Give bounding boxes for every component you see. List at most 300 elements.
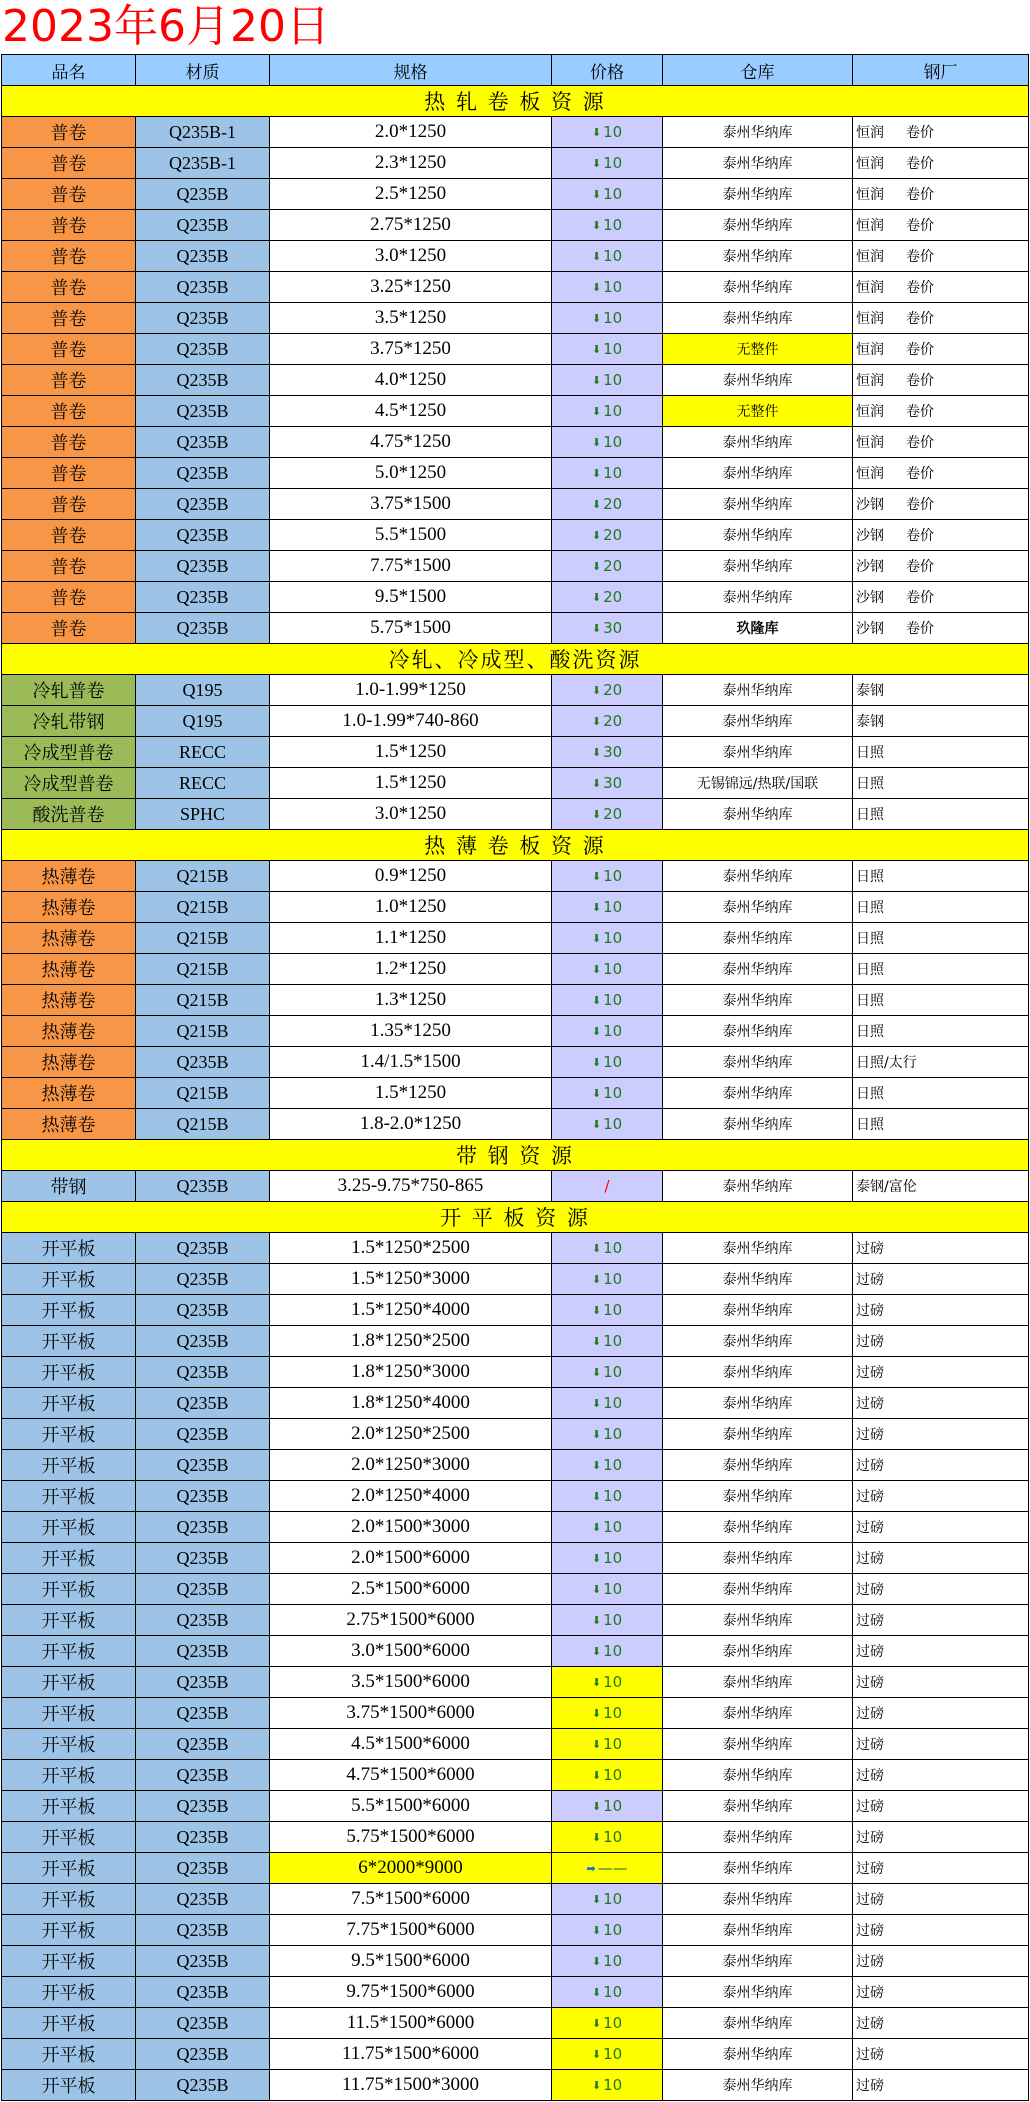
table-row: [2, 396, 1029, 427]
price-cell: [552, 1946, 663, 1977]
price-cell: [552, 706, 663, 737]
mill-name: 泰钢: [856, 714, 884, 730]
table-row: [2, 675, 1029, 706]
spec-cell: 1.2*1250: [270, 954, 552, 985]
arrow-down-icon: ⬇: [591, 1831, 602, 1844]
price-note: 卷价: [906, 218, 934, 234]
mill-cell: [853, 1543, 1029, 1574]
mill-cell: [853, 396, 1029, 427]
spec-cell: 1.8*1250*4000: [270, 1388, 552, 1419]
mill-name: 沙钢: [856, 497, 884, 513]
warehouse-cell: 泰州华纳库: [663, 210, 853, 241]
mill-cell: [853, 1791, 1029, 1822]
warehouse-cell: 泰州华纳库: [663, 365, 853, 396]
material-cell: Q235B: [136, 427, 270, 458]
product-name-cell: 热薄卷: [2, 923, 136, 954]
price-change-value: 10: [603, 1611, 623, 1629]
price-note: 卷价: [906, 373, 934, 389]
material-cell: Q235B: [136, 1326, 270, 1357]
spec-cell: 1.5*1250: [270, 737, 552, 768]
price-change-value: 10: [603, 123, 623, 141]
mill-name: 日照: [856, 776, 884, 792]
section-title-row: [2, 644, 1029, 675]
mill-name: 日照: [856, 1117, 884, 1133]
product-name-cell: 开平板: [2, 2039, 136, 2070]
mill-cell: [853, 768, 1029, 799]
table-row: [2, 799, 1029, 830]
product-name-cell: 普卷: [2, 520, 136, 551]
product-name-cell: 普卷: [2, 241, 136, 272]
mill-name: 日照: [856, 745, 884, 761]
spec-cell: 1.3*1250: [270, 985, 552, 1016]
warehouse-cell: 泰州华纳库: [663, 1078, 853, 1109]
price-cell: [552, 1760, 663, 1791]
spec-cell: 2.5*1250: [270, 179, 552, 210]
material-cell: Q235B: [136, 1760, 270, 1791]
warehouse-cell: 泰州华纳库: [663, 1946, 853, 1977]
arrow-down-icon: ⬇: [591, 777, 602, 790]
mill-name: 过磅: [856, 1830, 884, 1846]
section-title: 开 平 板 资 源: [2, 1202, 1029, 1233]
price-change-value: 10: [603, 1301, 623, 1319]
arrow-down-icon: ⬇: [591, 1087, 602, 1100]
warehouse-cell: 泰州华纳库: [663, 1264, 853, 1295]
product-name-cell: 普卷: [2, 303, 136, 334]
warehouse-cell: 泰州华纳库: [663, 1574, 853, 1605]
warehouse-cell: 无锡锦远/热联/国联: [663, 768, 853, 799]
section-title-row: [2, 1140, 1029, 1171]
price-change-value: 10: [603, 898, 623, 916]
price-change-value: 10: [603, 2076, 623, 2094]
price-note: 卷价: [906, 621, 934, 637]
mill-name: 恒润: [856, 373, 884, 389]
mill-cell: [853, 1822, 1029, 1853]
price-change-value: 10: [603, 1425, 623, 1443]
material-cell: Q235B: [136, 1264, 270, 1295]
warehouse-cell: 泰州华纳库: [663, 148, 853, 179]
arrow-down-icon: ⬇: [591, 1955, 602, 1968]
mill-cell: [853, 303, 1029, 334]
spec-cell: 9.75*1500*6000: [270, 1977, 552, 2008]
spec-cell: 5.5*1500*6000: [270, 1791, 552, 1822]
mill-name: 过磅: [856, 1458, 884, 1474]
price-cell: [552, 210, 663, 241]
arrow-down-icon: ⬇: [591, 684, 602, 697]
mill-cell: [853, 1078, 1029, 1109]
mill-cell: [853, 1171, 1029, 1202]
spec-cell: 3.25*1250: [270, 272, 552, 303]
mill-name: 过磅: [856, 1768, 884, 1784]
arrow-down-icon: ⬇: [591, 622, 602, 635]
price-change-value: 10: [603, 433, 623, 451]
mill-name: 恒润: [856, 435, 884, 451]
price-note: 卷价: [906, 125, 934, 141]
price-change-value: 10: [603, 991, 623, 1009]
spec-cell: 2.75*1250: [270, 210, 552, 241]
warehouse-cell: 泰州华纳库: [663, 2070, 853, 2101]
arrow-down-icon: ⬇: [591, 1924, 602, 1937]
price-cell: [552, 334, 663, 365]
mill-cell: [853, 706, 1029, 737]
mill-cell: [853, 2008, 1029, 2039]
material-cell: Q235B: [136, 551, 270, 582]
mill-cell: [853, 1481, 1029, 1512]
table-row: [2, 1450, 1029, 1481]
table-row: [2, 489, 1029, 520]
warehouse-cell: 泰州华纳库: [663, 1915, 853, 1946]
product-name-cell: 普卷: [2, 489, 136, 520]
mill-cell: [853, 2039, 1029, 2070]
price-change-value: 10: [603, 309, 623, 327]
spec-cell: 6*2000*9000: [270, 1853, 552, 1884]
price-note: 卷价: [906, 590, 934, 606]
material-cell: RECC: [136, 768, 270, 799]
mill-cell: [853, 985, 1029, 1016]
price-cell: [552, 768, 663, 799]
product-name-cell: 开平板: [2, 1667, 136, 1698]
price-cell: [552, 1388, 663, 1419]
warehouse-cell: 泰州华纳库: [663, 1419, 853, 1450]
price-change-value: 10: [603, 154, 623, 172]
price-cell: [552, 1884, 663, 1915]
material-cell: Q235B: [136, 1729, 270, 1760]
arrow-down-icon: ⬇: [591, 1366, 602, 1379]
arrow-right-icon: ➡: [586, 1862, 596, 1875]
mill-name: 过磅: [856, 1551, 884, 1567]
product-name-cell: 开平板: [2, 1853, 136, 1884]
price-change-value: 20: [603, 557, 623, 575]
mill-name: 沙钢: [856, 590, 884, 606]
spec-cell: 2.0*1250*4000: [270, 1481, 552, 1512]
mill-name: 过磅: [856, 1613, 884, 1629]
spec-cell: 2.0*1500*6000: [270, 1543, 552, 1574]
price-change-value: 20: [603, 588, 623, 606]
material-cell: Q235B: [136, 1915, 270, 1946]
mill-name: 过磅: [856, 1489, 884, 1505]
table-row: [2, 1760, 1029, 1791]
spec-cell: 2.5*1500*6000: [270, 1574, 552, 1605]
arrow-down-icon: ⬇: [591, 1056, 602, 1069]
mill-name: 日照: [856, 1086, 884, 1102]
warehouse-cell: 泰州华纳库: [663, 1853, 853, 1884]
mill-cell: [853, 241, 1029, 272]
material-cell: Q235B: [136, 1481, 270, 1512]
arrow-down-icon: ⬇: [591, 405, 602, 418]
mill-cell: [853, 1760, 1029, 1791]
table-row: [2, 1295, 1029, 1326]
warehouse-cell: 泰州华纳库: [663, 954, 853, 985]
mill-cell: [853, 179, 1029, 210]
mill-name: 恒润: [856, 187, 884, 203]
mill-cell: [853, 1357, 1029, 1388]
spec-cell: 3.75*1250: [270, 334, 552, 365]
mill-name: 过磅: [856, 1706, 884, 1722]
price-change-value: 10: [603, 1704, 623, 1722]
mill-name: 过磅: [856, 1520, 884, 1536]
material-cell: Q235B: [136, 1853, 270, 1884]
warehouse-cell: 泰州华纳库: [663, 1791, 853, 1822]
table-row: [2, 1233, 1029, 1264]
mill-cell: [853, 1574, 1029, 1605]
mill-name: 泰钢: [856, 683, 884, 699]
arrow-down-icon: ⬇: [591, 281, 602, 294]
table-row: [2, 1078, 1029, 1109]
warehouse-cell: 泰州华纳库: [663, 2008, 853, 2039]
material-cell: Q235B: [136, 2039, 270, 2070]
product-name-cell: 冷成型普卷: [2, 768, 136, 799]
spec-cell: 3.0*1250: [270, 799, 552, 830]
arrow-down-icon: ⬇: [591, 1893, 602, 1906]
price-cell: [552, 551, 663, 582]
mill-cell: [853, 1450, 1029, 1481]
material-cell: Q235B: [136, 1388, 270, 1419]
product-name-cell: 普卷: [2, 179, 136, 210]
mill-name: 日照: [856, 869, 884, 885]
spec-cell: 1.8*1250*2500: [270, 1326, 552, 1357]
warehouse-cell: 泰州华纳库: [663, 1171, 853, 1202]
spec-cell: 2.0*1250*2500: [270, 1419, 552, 1450]
mill-name: 过磅: [856, 1675, 884, 1691]
mill-name: 过磅: [856, 1954, 884, 1970]
product-name-cell: 开平板: [2, 1822, 136, 1853]
section-title: 带 钢 资 源: [2, 1140, 1029, 1171]
material-cell: Q195: [136, 706, 270, 737]
price-cell: [552, 1574, 663, 1605]
price-change-value: 10: [603, 1673, 623, 1691]
mill-cell: [853, 1512, 1029, 1543]
price-change-value: 10: [603, 247, 623, 265]
warehouse-cell: 泰州华纳库: [663, 892, 853, 923]
product-name-cell: 开平板: [2, 1357, 136, 1388]
mill-cell: [853, 520, 1029, 551]
spec-cell: 11.75*1500*3000: [270, 2070, 552, 2101]
table-row: [2, 1419, 1029, 1450]
spec-cell: 4.5*1500*6000: [270, 1729, 552, 1760]
price-cell: [552, 1047, 663, 1078]
table-row: [2, 241, 1029, 272]
table-row: [2, 334, 1029, 365]
warehouse-cell: 无整件: [663, 396, 853, 427]
material-cell: Q235B: [136, 458, 270, 489]
spec-cell: 2.75*1500*6000: [270, 1605, 552, 1636]
price-cell: [552, 1078, 663, 1109]
table-row: [2, 1822, 1029, 1853]
price-note: 卷价: [906, 280, 934, 296]
price-change-value: 10: [603, 1022, 623, 1040]
price-cell: [552, 985, 663, 1016]
material-cell: Q235B: [136, 334, 270, 365]
price-change-value: 10: [603, 278, 623, 296]
spec-cell: 5.0*1250: [270, 458, 552, 489]
product-name-cell: 普卷: [2, 551, 136, 582]
price-change-value: 10: [603, 464, 623, 482]
price-note: 卷价: [906, 311, 934, 327]
price-change-value: 10: [603, 1766, 623, 1784]
product-name-cell: 热薄卷: [2, 892, 136, 923]
material-cell: Q235B: [136, 1977, 270, 2008]
arrow-down-icon: ⬇: [591, 1583, 602, 1596]
material-cell: Q235B-1: [136, 148, 270, 179]
material-cell: Q235B: [136, 1450, 270, 1481]
arrow-down-icon: ⬇: [591, 1645, 602, 1658]
mill-cell: [853, 582, 1029, 613]
product-name-cell: 普卷: [2, 613, 136, 644]
mill-name: 过磅: [856, 1272, 884, 1288]
price-cell: [552, 241, 663, 272]
price-cell: [552, 1326, 663, 1357]
product-name-cell: 开平板: [2, 1636, 136, 1667]
table-row: [2, 272, 1029, 303]
spec-cell: 2.3*1250: [270, 148, 552, 179]
product-name-cell: 普卷: [2, 427, 136, 458]
spec-cell: 5.75*1500*6000: [270, 1822, 552, 1853]
price-change-value: 10: [603, 1828, 623, 1846]
spec-cell: 7.5*1500*6000: [270, 1884, 552, 1915]
mill-cell: [853, 613, 1029, 644]
header-mill: 钢厂: [853, 55, 1029, 86]
material-cell: Q235B: [136, 520, 270, 551]
arrow-down-icon: ⬇: [591, 498, 602, 511]
spec-cell: 1.4/1.5*1500: [270, 1047, 552, 1078]
mill-cell: [853, 1853, 1029, 1884]
price-change-value: 10: [603, 2014, 623, 2032]
material-cell: Q235B: [136, 1295, 270, 1326]
price-cell: [552, 582, 663, 613]
arrow-down-icon: ⬇: [591, 2017, 602, 2030]
material-cell: Q235B: [136, 241, 270, 272]
header-material: 材质: [136, 55, 270, 86]
spec-cell: 1.35*1250: [270, 1016, 552, 1047]
price-change-value: ——: [597, 1859, 628, 1877]
spec-cell: 9.5*1500: [270, 582, 552, 613]
mill-name: 过磅: [856, 1334, 884, 1350]
spec-cell: 3.25-9.75*750-865: [270, 1171, 552, 1202]
mill-name: 沙钢: [856, 621, 884, 637]
material-cell: Q215B: [136, 861, 270, 892]
arrow-down-icon: ⬇: [591, 994, 602, 1007]
warehouse-cell: 泰州华纳库: [663, 1667, 853, 1698]
price-cell: [552, 117, 663, 148]
material-cell: Q235B: [136, 2008, 270, 2039]
warehouse-cell: 泰州华纳库: [663, 1326, 853, 1357]
spec-cell: 1.5*1250*3000: [270, 1264, 552, 1295]
table-row: [2, 1264, 1029, 1295]
material-cell: Q215B: [136, 892, 270, 923]
spec-cell: 4.5*1250: [270, 396, 552, 427]
mill-name: 恒润: [856, 125, 884, 141]
material-cell: Q235B: [136, 489, 270, 520]
table-row: [2, 148, 1029, 179]
mill-name: 过磅: [856, 1892, 884, 1908]
warehouse-cell: 泰州华纳库: [663, 272, 853, 303]
arrow-down-icon: ⬇: [591, 1397, 602, 1410]
product-name-cell: 开平板: [2, 1295, 136, 1326]
spec-cell: 3.5*1500*6000: [270, 1667, 552, 1698]
warehouse-cell: 泰州华纳库: [663, 1760, 853, 1791]
table-row: [2, 923, 1029, 954]
table-row: [2, 520, 1029, 551]
table-row: [2, 1016, 1029, 1047]
warehouse-cell: 泰州华纳库: [663, 1884, 853, 1915]
spec-cell: 5.5*1500: [270, 520, 552, 551]
material-cell: Q235B: [136, 303, 270, 334]
warehouse-cell: 泰州华纳库: [663, 1295, 853, 1326]
table-row: [2, 551, 1029, 582]
product-name-cell: 开平板: [2, 1543, 136, 1574]
product-name-cell: 开平板: [2, 1264, 136, 1295]
price-cell: [552, 179, 663, 210]
mill-cell: [853, 210, 1029, 241]
table-row: [2, 1109, 1029, 1140]
warehouse-cell: 泰州华纳库: [663, 241, 853, 272]
material-cell: Q235B: [136, 1419, 270, 1450]
arrow-down-icon: ⬇: [591, 1521, 602, 1534]
mill-name: 日照: [856, 993, 884, 1009]
table-row: [2, 117, 1029, 148]
arrow-down-icon: ⬇: [591, 374, 602, 387]
mill-cell: [853, 675, 1029, 706]
spec-cell: 1.5*1250: [270, 1078, 552, 1109]
warehouse-cell: 泰州华纳库: [663, 799, 853, 830]
price-cell: [552, 923, 663, 954]
mill-name: 过磅: [856, 1737, 884, 1753]
arrow-down-icon: ⬇: [591, 746, 602, 759]
price-change-value: /: [604, 1177, 610, 1195]
price-change-value: 10: [603, 402, 623, 420]
price-cell: [552, 272, 663, 303]
arrow-down-icon: ⬇: [591, 2048, 602, 2061]
arrow-down-icon: ⬇: [591, 1769, 602, 1782]
mill-name: 过磅: [856, 1365, 884, 1381]
warehouse-cell: 泰州华纳库: [663, 458, 853, 489]
section-title: 热 轧 卷 板 资 源: [2, 86, 1029, 117]
table-row: [2, 2039, 1029, 2070]
product-name-cell: 冷轧普卷: [2, 675, 136, 706]
price-cell: [552, 1977, 663, 2008]
section-title-row: [2, 1202, 1029, 1233]
warehouse-cell: 泰州华纳库: [663, 1698, 853, 1729]
mill-name: 沙钢: [856, 559, 884, 575]
arrow-down-icon: ⬇: [591, 312, 602, 325]
warehouse-cell: 泰州华纳库: [663, 1109, 853, 1140]
spec-cell: 3.0*1500*6000: [270, 1636, 552, 1667]
price-change-value: 10: [603, 2045, 623, 2063]
product-name-cell: 开平板: [2, 1946, 136, 1977]
header-price: 价格: [552, 55, 663, 86]
table-row: [2, 1636, 1029, 1667]
product-name-cell: 冷成型普卷: [2, 737, 136, 768]
mill-name: 过磅: [856, 1241, 884, 1257]
mill-cell: [853, 458, 1029, 489]
mill-name: 恒润: [856, 280, 884, 296]
material-cell: Q235B: [136, 272, 270, 303]
spec-cell: 4.75*1500*6000: [270, 1760, 552, 1791]
price-cell: [552, 396, 663, 427]
price-change-value: 10: [603, 1270, 623, 1288]
material-cell: Q235B: [136, 1233, 270, 1264]
spec-cell: 4.0*1250: [270, 365, 552, 396]
price-cell: [552, 303, 663, 334]
material-cell: Q235B-1: [136, 117, 270, 148]
arrow-down-icon: ⬇: [591, 436, 602, 449]
mill-cell: [853, 1977, 1029, 2008]
mill-name: 日照: [856, 1024, 884, 1040]
arrow-down-icon: ⬇: [591, 1459, 602, 1472]
arrow-down-icon: ⬇: [591, 1676, 602, 1689]
section-title-row: [2, 86, 1029, 117]
spec-cell: 1.5*1250*4000: [270, 1295, 552, 1326]
product-name-cell: 普卷: [2, 210, 136, 241]
